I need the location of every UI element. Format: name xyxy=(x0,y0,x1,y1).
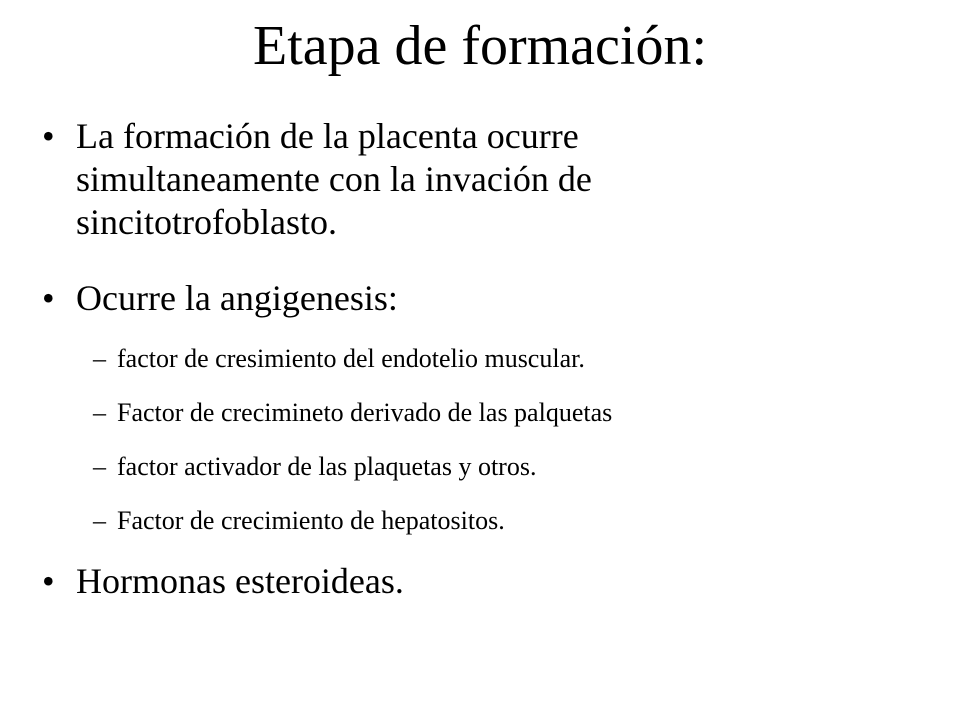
bullet-text: Ocurre la angigenesis: xyxy=(76,278,398,318)
bullet-dot: • xyxy=(42,116,55,156)
slide-title: Etapa de formación: xyxy=(252,15,707,77)
sub-bullet-item xyxy=(93,343,913,375)
bullet-dot: • xyxy=(42,561,55,601)
bullet-line: simultaneamente con la invación de xyxy=(76,159,592,199)
sub-bullet-text: factor de cresimiento del endotelio muscular. xyxy=(117,344,585,373)
sub-bullet-item xyxy=(93,397,913,429)
sub-bullet-dash: – xyxy=(93,506,106,535)
sub-bullet-text: factor activador de las plaquetas y otros. xyxy=(117,452,537,481)
bullet-text xyxy=(76,115,902,244)
bullet-item-angiogenesis xyxy=(42,277,902,320)
sub-bullet-text: Factor de crecimiento de hepatositos. xyxy=(117,506,505,535)
sub-bullet-dash: – xyxy=(93,398,106,427)
sub-bullet-text: Factor de crecimineto derivado de las palquetas xyxy=(117,398,613,427)
bullet-line: La formación de la placenta ocurre xyxy=(76,116,579,156)
sub-bullet-item xyxy=(93,505,913,537)
bullet-line: sincitotrofoblasto. xyxy=(76,202,337,242)
bullet-item-placenta xyxy=(42,115,902,244)
bullet-dot: • xyxy=(42,278,55,318)
bullet-text: Hormonas esteroideas. xyxy=(76,561,404,601)
sub-bullet-dash: – xyxy=(93,344,106,373)
sub-bullet-item xyxy=(93,451,913,483)
bullet-item-hormones xyxy=(42,560,902,603)
sub-bullet-dash: – xyxy=(93,452,106,481)
